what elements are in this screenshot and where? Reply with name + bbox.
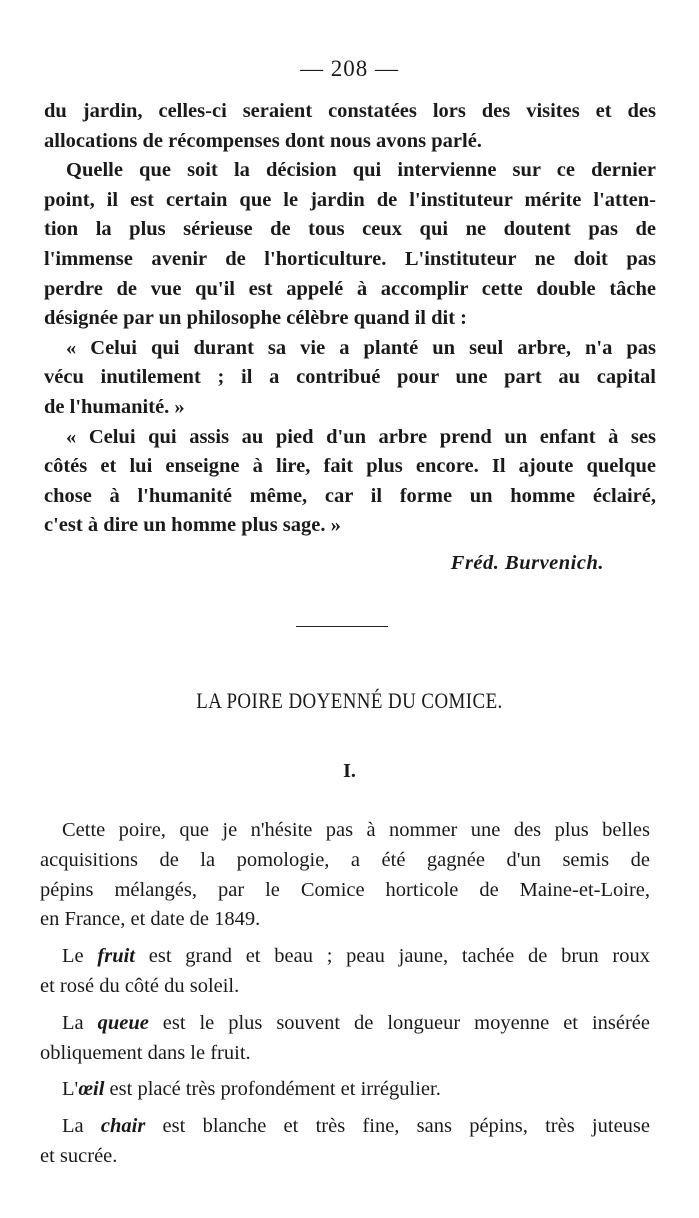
text-line: allocations de récompenses dont nous avons parlé. bbox=[44, 129, 482, 152]
text-line: tion la plus sérieuse de tous ceux qui ne doutent pas de bbox=[44, 218, 656, 241]
text-line: perdre de vue qu'il est appelé à accomplir cette double tâche bbox=[44, 277, 656, 300]
section-numeral: I. bbox=[343, 760, 356, 782]
author-signature: Fréd. Burvenich. bbox=[450, 552, 604, 574]
text-line: acquisitions de la pomologie, a été gagnée d'un semis de bbox=[40, 848, 650, 871]
text-run: La bbox=[62, 1011, 98, 1034]
text-line: et rosé du côté du soleil. bbox=[40, 974, 240, 997]
text-line: du jardin, celles-ci seraient constatées lors des visites et des bbox=[44, 100, 656, 122]
quote-line: c'est à dire un homme plus sage. » bbox=[44, 514, 341, 537]
text-line: et sucrée. bbox=[40, 1144, 118, 1167]
term-fruit: fruit bbox=[97, 945, 135, 968]
second-section-text bbox=[40, 816, 650, 1172]
page-number: — 208 — bbox=[300, 56, 399, 81]
quote-line: chose à l'humanité même, car il forme un homme éclairé, bbox=[44, 484, 656, 507]
text-run: est grand et beau ; peau jaune, tachée de brun roux bbox=[135, 945, 650, 968]
text-run: est le plus souvent de longueur moyenne et insérée bbox=[148, 1011, 650, 1034]
text-run: L' bbox=[62, 1078, 79, 1101]
text-line bbox=[40, 1009, 650, 1039]
section-divider bbox=[296, 626, 388, 627]
quote-line: vécu inutilement ; il a contribué pour une part au capital bbox=[44, 366, 656, 389]
term-chair: chair bbox=[100, 1115, 146, 1138]
first-section-text bbox=[44, 97, 656, 541]
article-heading: LA POIRE DOYENNÉ DU COMICE. bbox=[196, 688, 503, 713]
text-line: l'immense avenir de l'horticulture. L'instituteur ne doit pas bbox=[44, 247, 656, 270]
text-run: est blanche et très fine, sans pépins, très juteuse bbox=[145, 1115, 650, 1138]
term-queue: queue bbox=[97, 1011, 149, 1034]
term-oeil: œil bbox=[78, 1078, 105, 1101]
text-run: Le bbox=[62, 945, 98, 968]
quote-line: côtés et lui enseigne à lire, fait plus encore. Il ajoute quelque bbox=[44, 455, 656, 478]
text-line: obliquement dans le fruit. bbox=[40, 1041, 251, 1064]
quote-line: « Celui qui assis au pied d'un arbre prend un enfant à ses bbox=[66, 425, 656, 448]
text-line: pépins mélangés, par le Comice horticole de Maine-et-Loire, bbox=[40, 878, 650, 901]
text-line bbox=[40, 942, 650, 972]
text-line bbox=[40, 1112, 650, 1142]
text-line bbox=[40, 1075, 650, 1105]
text-run: est placé très profondément et irrégulier. bbox=[104, 1078, 441, 1101]
text-line: Quelle que soit la décision qui intervienne sur ce dernier bbox=[66, 159, 656, 182]
text-line: en France, et date de 1849. bbox=[40, 908, 261, 931]
quote-line: « Celui qui durant sa vie a planté un seul arbre, n'a pas bbox=[66, 336, 656, 359]
text-line: désignée par un philosophe célèbre quand il dit : bbox=[44, 307, 467, 330]
text-line: Cette poire, que je n'hésite pas à nommer une des plus belles bbox=[62, 819, 650, 841]
text-line: point, il est certain que le jardin de l'instituteur mérite l'atten- bbox=[44, 188, 656, 211]
quote-line: de l'humanité. » bbox=[44, 395, 185, 418]
text-run: La bbox=[62, 1115, 101, 1138]
